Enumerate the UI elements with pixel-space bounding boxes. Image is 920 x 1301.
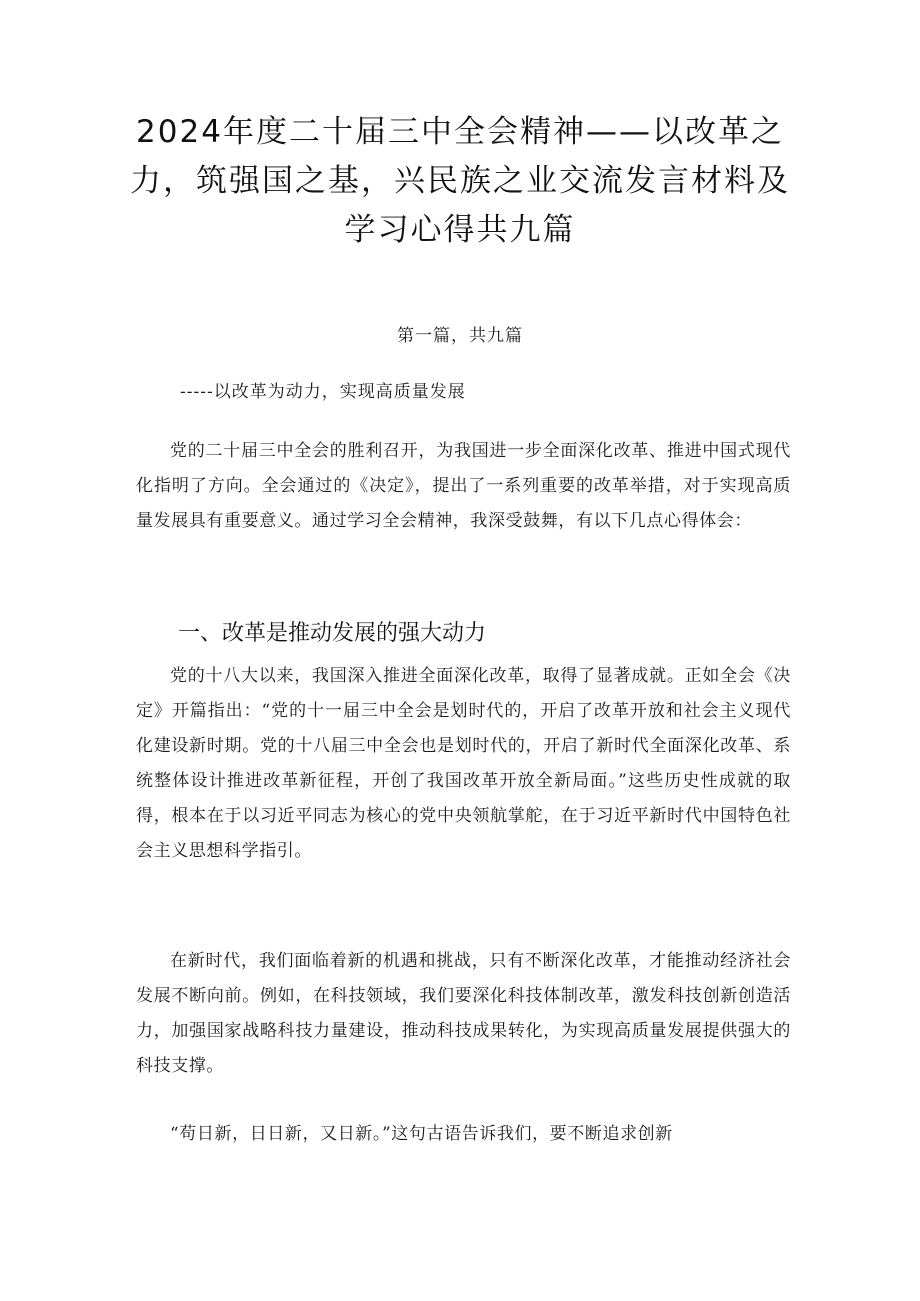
- body-paragraph: “苟日新，日日新，又日新。”这句古语告诉我们，要不断追求创新: [170, 1124, 673, 1144]
- document-title: 2024年度二十届三中全会精神——以改革之力，筑强国之基，兴民族之业交流发言材料及学习心得共九篇: [130, 114, 790, 248]
- subtitle: -----以改革为动力，实现高质量发展: [180, 382, 466, 402]
- section-heading: 一、改革是推动发展的强大动力: [178, 621, 487, 646]
- body-paragraph: 党的十八大以来，我国深入推进全面深化改革，取得了显著成就。正如全会《决定》开篇指出：“党的十一届三中全会是划时代的，开启了改革开放和社会主义现代化建设新时期。党的十八届三中全会也是划时代的，开启了新时代全面深化改革、系统整体设计推进改革新征程，开创了我国改革开放全新局面。”这些历史性成就的取得，根本在于以习近平同志为核心的党中央领航掌舵，在于习近平新时代中国特色社会主义思想科学指引。: [136, 666, 791, 861]
- body-paragraph: 在新时代，我们面临着新的机遇和挑战，只有不断深化改革，才能推动经济社会发展不断向前。例如，在科技领域，我们要深化科技体制改革，激发科技创新创造活力，加强国家战略科技力量建设，推动科技成果转化，为实现高质量发展提供强大的科技支撑。: [136, 951, 791, 1076]
- part-label: 第一篇，共九篇: [397, 326, 523, 346]
- intro-paragraph: 党的二十届三中全会的胜利召开，为我国进一步全面深化改革、推进中国式现代化指明了方向。全会通过的《决定》，提出了一系列重要的改革举措，对于实现高质量发展具有重要意义。通过学习全会精神，我深受鼓舞，有以下几点心得体会：: [136, 441, 791, 531]
